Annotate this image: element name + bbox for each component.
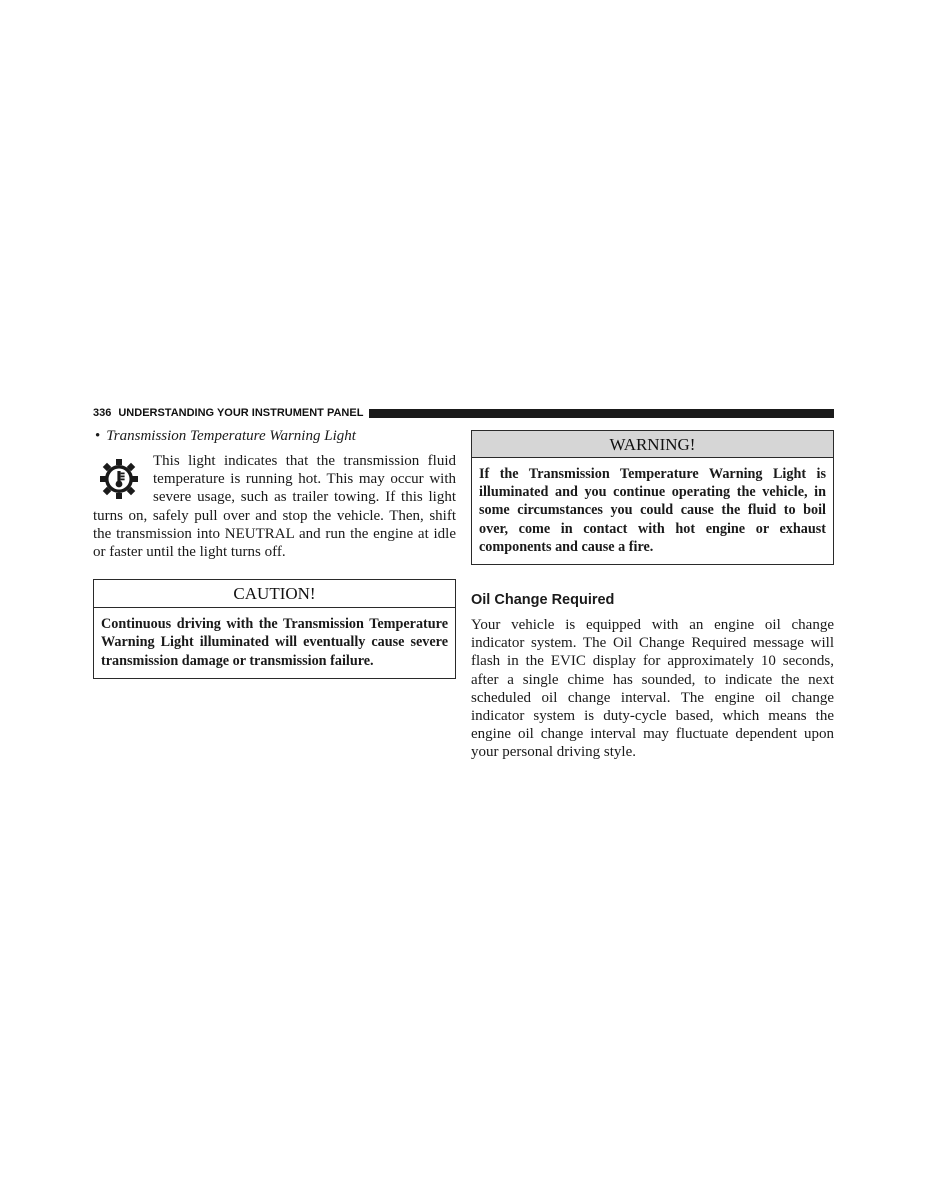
transmission-temperature-icon [93, 454, 145, 504]
page-header [93, 406, 834, 420]
caution-title: CAUTION! [94, 580, 455, 608]
header-rule [369, 409, 834, 418]
bullet-dot: • [95, 428, 101, 444]
page-number: 336 [93, 407, 112, 419]
bullet-item [93, 426, 456, 446]
warning-text: If the Transmission Temperature Warning Light is illuminated and you continue operating the vehicle, in some circumstances you could cause the fluid to boil over, come in contact with hot engine or exhaust components and cause a fire. [479, 466, 826, 555]
section-title: UNDERSTANDING YOUR INSTRUMENT PANEL [118, 407, 364, 419]
transmission-light-paragraph: This light indicates that the transmission fluid temperature is running hot. This may occur with severe usage, such as trailer towing. If this light turns on, safely pull over and stop the vehicle. Then, shift the transmission into NEUTRAL and run the engine at idle or faster until the light turns off. [93, 453, 456, 561]
caution-text: Continuous driving with the Transmission Temperature Warning Light illuminated will eventually cause severe transmission damage or transmission failure. [101, 616, 448, 669]
caution-box [93, 579, 456, 679]
left-column [93, 426, 456, 679]
warning-box [471, 430, 834, 565]
bullet-text: Transmission Temperature Warning Light [106, 428, 356, 444]
warning-title: WARNING! [472, 431, 833, 458]
oil-change-heading: Oil Change Required [471, 592, 615, 609]
oil-change-paragraph: Your vehicle is equipped with an engine oil change indicator system. The Oil Change Required message will flash in the EVIC display for approximately 10 seconds, after a single chime has sounded, to indicate the next scheduled oil change interval. The engine oil change indicator system is duty-cycle based, which means the engine oil change interval may fluctuate dependent upon your personal driving style. [471, 617, 834, 761]
right-column [471, 430, 834, 762]
